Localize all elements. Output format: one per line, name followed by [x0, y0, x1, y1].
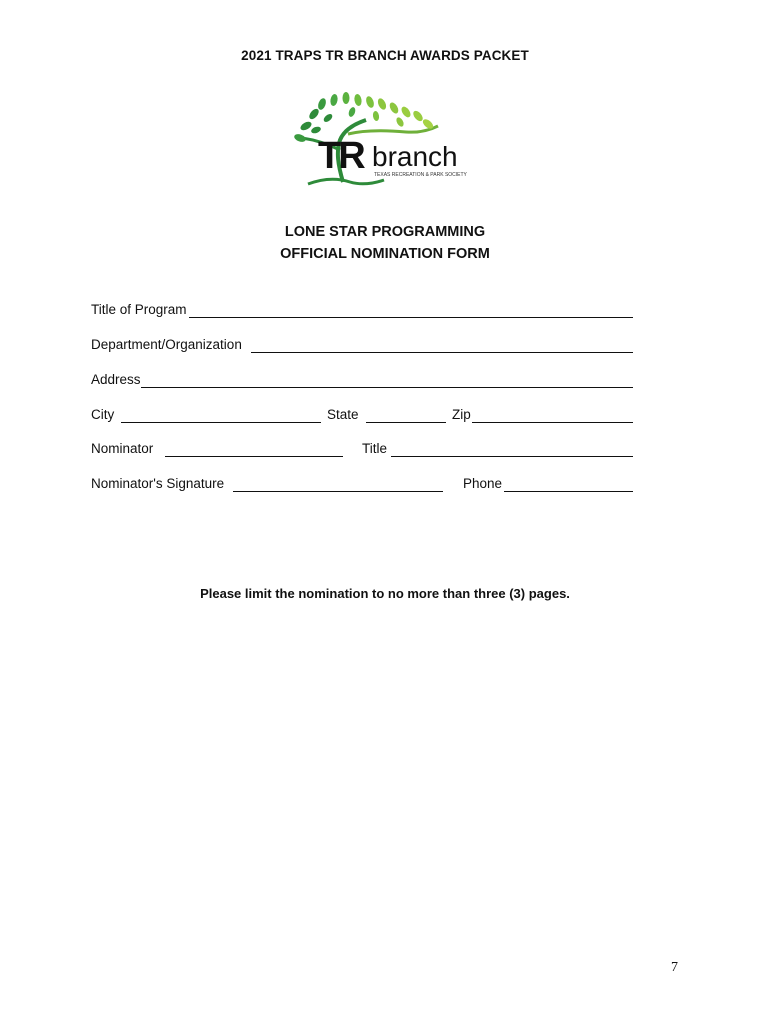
phone-label: Phone [463, 476, 503, 491]
city-label: City [91, 407, 115, 422]
page-limit-note: Please limit the nomination to no more than three (3) pages. [200, 586, 570, 601]
title-label: Title [362, 441, 388, 456]
zip-label: Zip [452, 407, 471, 422]
department-label: Department/Organization [91, 337, 242, 352]
nominator-label: Nominator [91, 441, 154, 456]
signature-label: Nominator's Signature [91, 476, 225, 491]
department-field[interactable] [251, 352, 633, 353]
tr-branch-logo [288, 90, 484, 188]
zip-field[interactable] [472, 422, 633, 423]
state-field[interactable] [366, 422, 446, 423]
page-number: 7 [671, 960, 678, 975]
form-title-line1: LONE STAR PROGRAMMING [284, 224, 486, 240]
phone-field[interactable] [504, 491, 633, 492]
logo-tagline: TEXAS RECREATION & PARK SOCIETY [374, 172, 467, 178]
title-field[interactable] [391, 456, 633, 457]
logo-wordmark: branch [372, 141, 458, 172]
address-label: Address [91, 372, 141, 387]
form-title-line2: OFFICIAL NOMINATION FORM [280, 246, 490, 262]
state-label: State [327, 407, 359, 422]
signature-field[interactable] [233, 491, 443, 492]
nominator-field[interactable] [165, 456, 343, 457]
logo-mark: TR [318, 135, 363, 177]
city-field[interactable] [121, 422, 321, 423]
title-of-program-field[interactable] [189, 317, 633, 318]
title-of-program-label: Title of Program [91, 302, 187, 317]
packet-title: 2021 TRAPS TR BRANCH AWARDS PACKET [241, 48, 529, 63]
address-field[interactable] [141, 387, 633, 388]
